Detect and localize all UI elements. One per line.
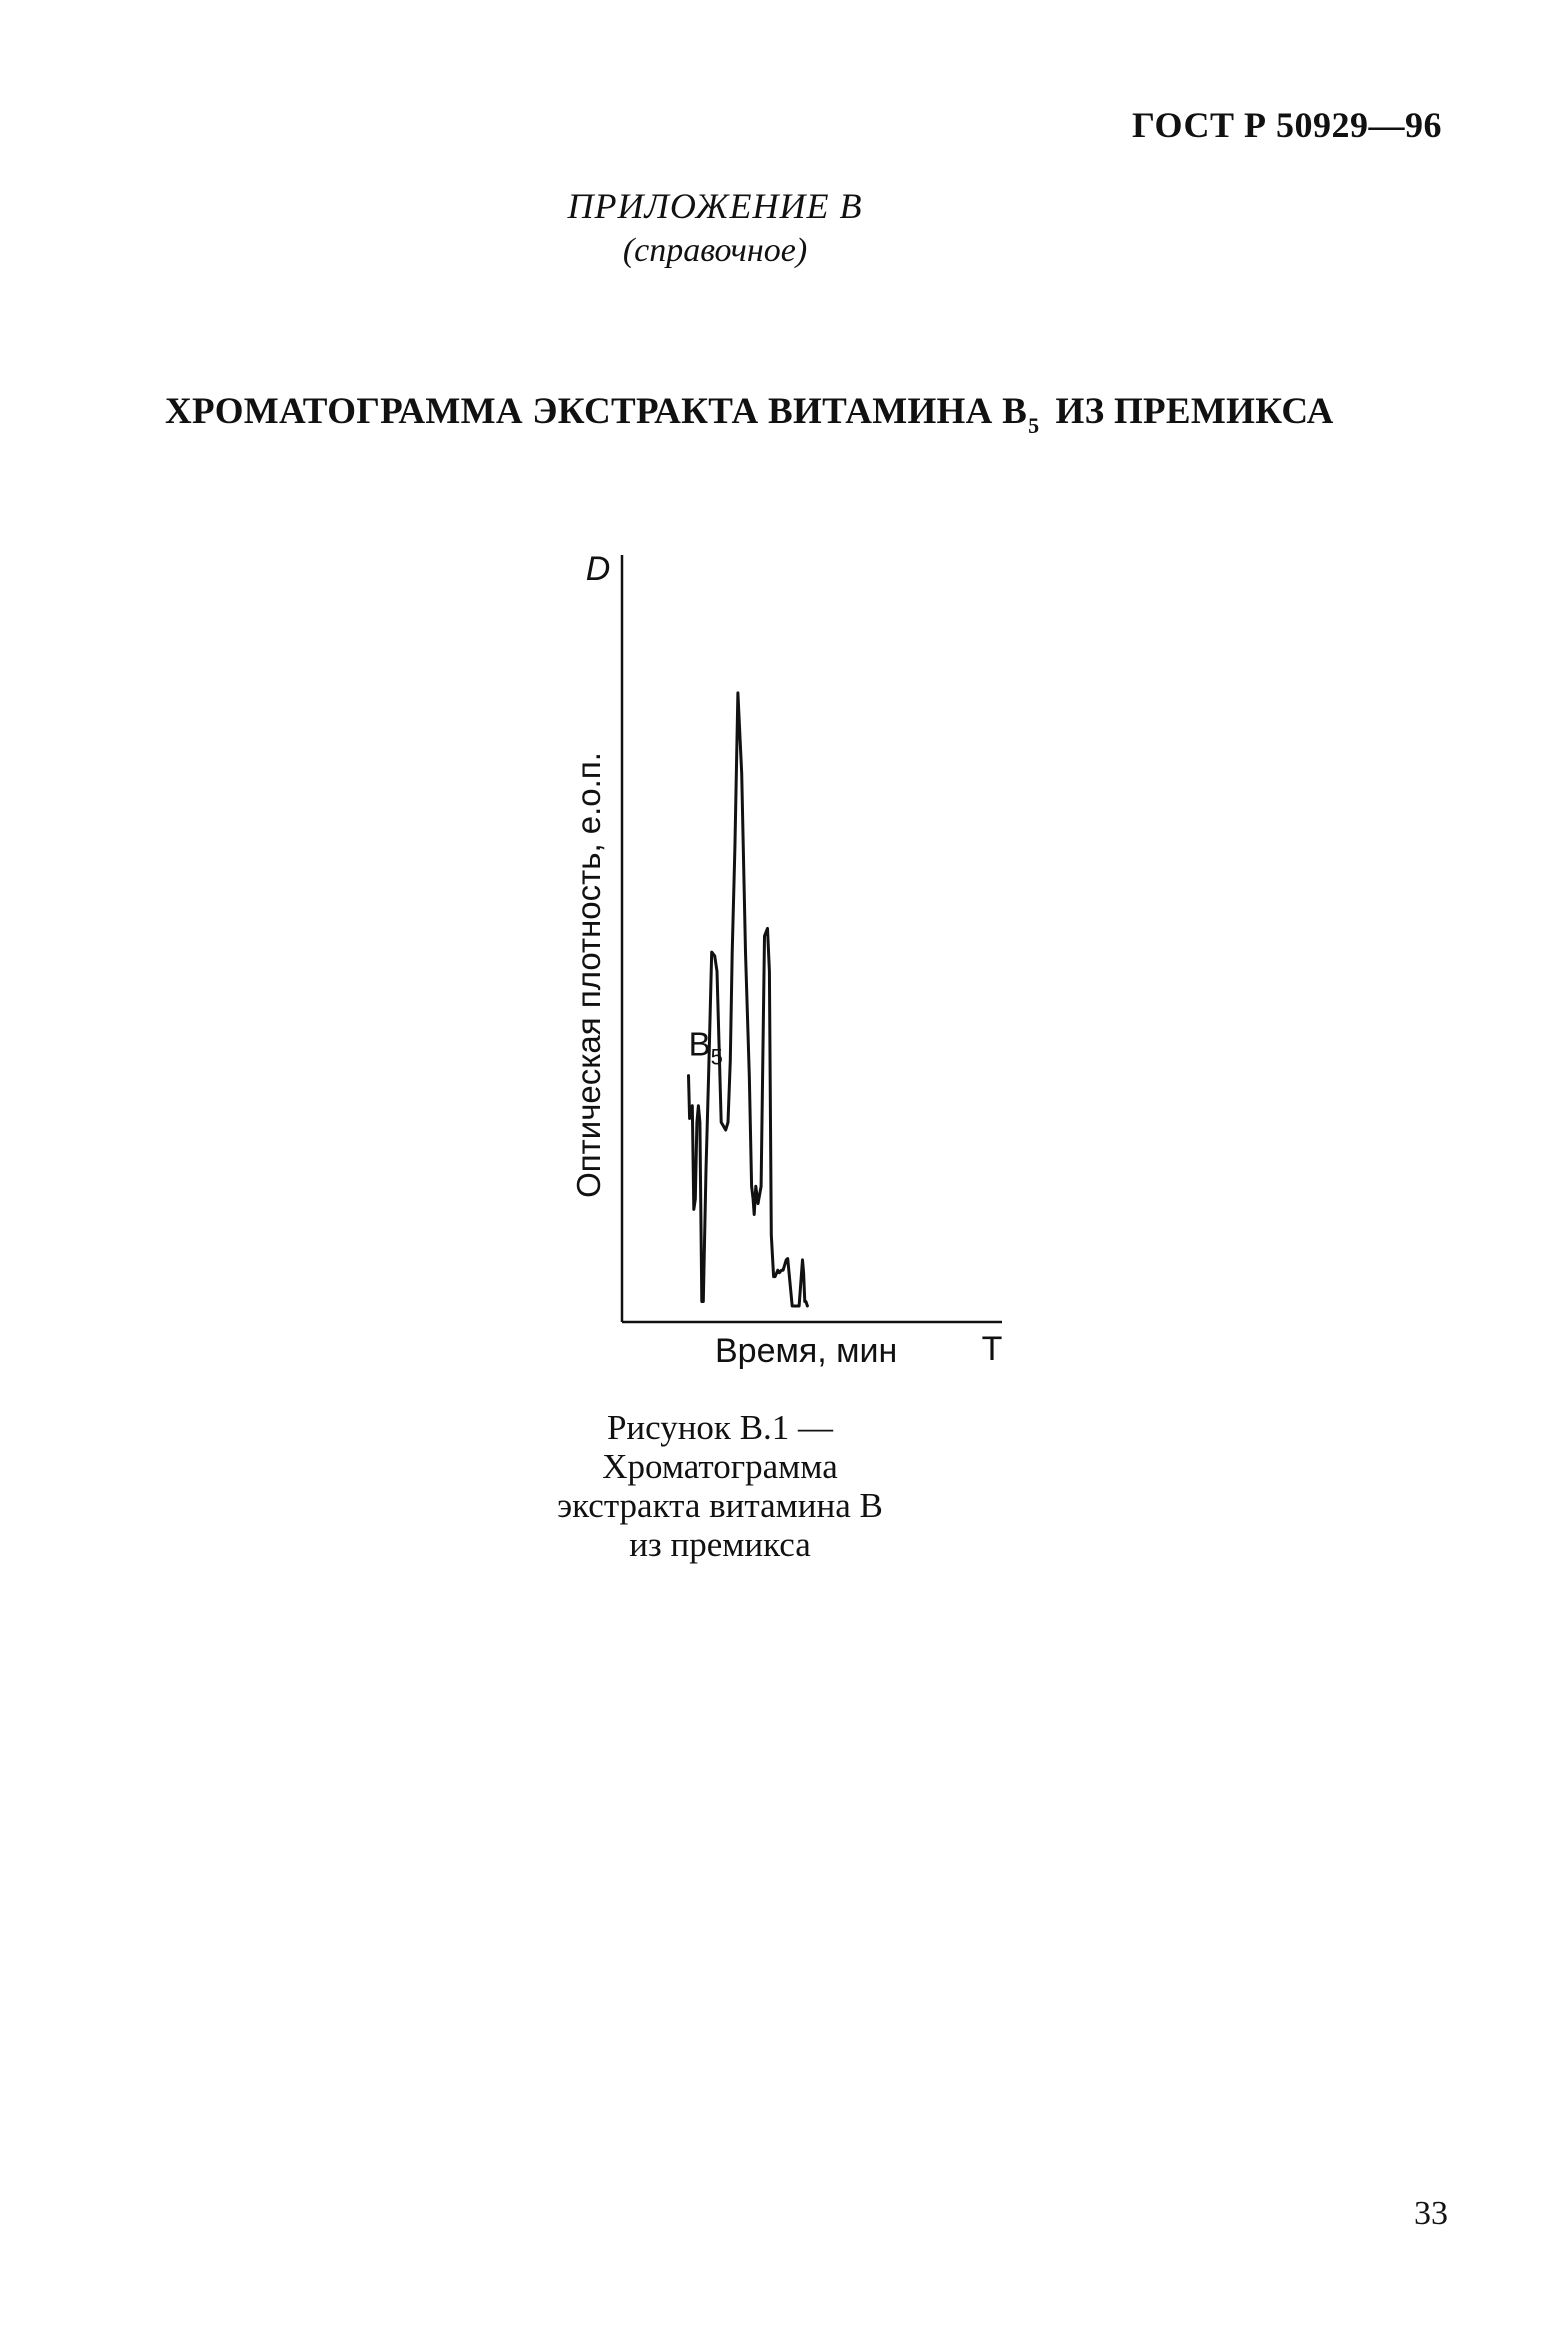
caption-line: экстракта витамина В (557, 1486, 883, 1525)
annex-title: ПРИЛОЖЕНИЕ В (567, 186, 863, 226)
y-axis-label: Оптическая плотность, е.о.п. (570, 752, 607, 1198)
caption-line: из премикса (629, 1525, 811, 1564)
y-axis-letter: D (585, 550, 611, 588)
section-title-tail: ИЗ ПРЕМИКСА (1055, 391, 1334, 432)
page-number: 33 (1414, 2195, 1448, 2232)
annex-subtitle: (справочное) (622, 232, 808, 269)
x-axis-label: Время, мин (715, 1332, 898, 1370)
peak-label-subscript: 5 (710, 1044, 723, 1070)
x-axis-letter: T (981, 1330, 1003, 1368)
chromatogram-trace (689, 693, 808, 1306)
section-title-subscript: 5 (1028, 413, 1040, 438)
peak-label-base: B (688, 1025, 711, 1063)
section-title-main: ХРОМАТОГРАММА ЭКСТРАКТА ВИТАМИНА В (165, 391, 1028, 432)
caption-line: Хроматограмма (602, 1447, 838, 1486)
document-id: ГОСТ Р 50929—96 (1132, 105, 1442, 145)
caption-line: Рисунок В.1 — (606, 1408, 834, 1447)
figure-caption (460, 1408, 980, 1564)
section-title (165, 390, 1334, 439)
chromatogram-chart (560, 540, 1030, 1385)
chromatogram-svg (560, 540, 1030, 1380)
